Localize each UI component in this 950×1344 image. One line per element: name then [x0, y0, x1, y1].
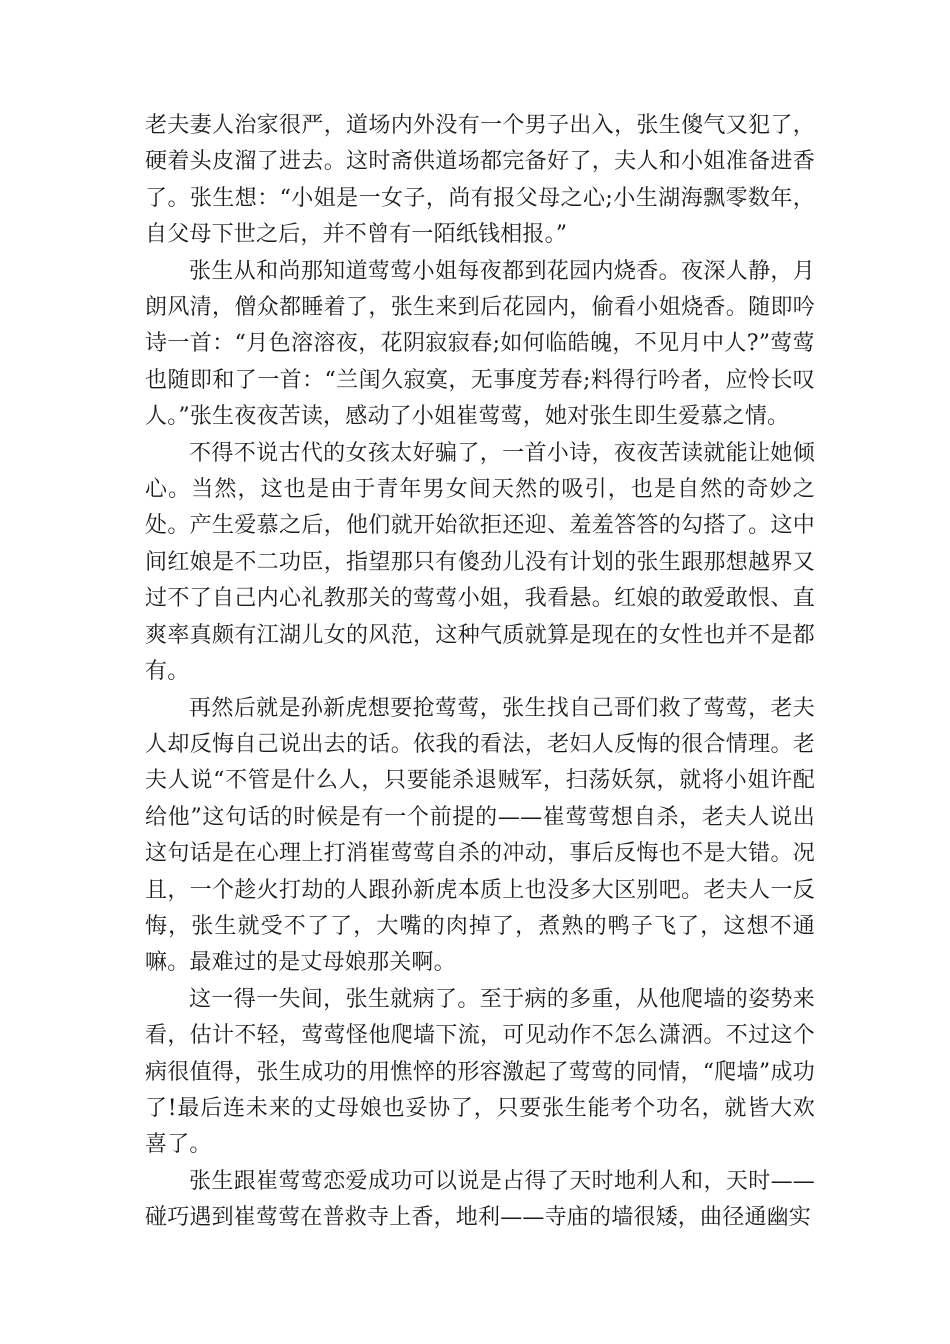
paragraph-6: 张生跟崔莺莺恋爱成功可以说是占得了天时地利人和，天时——碰巧遇到崔莺莺在普救寺上香，地利——寺庙的墙很矮，曲径通幽实: [145, 1168, 815, 1231]
paragraph-3: 不得不说古代的女孩太好骗了，一首小诗，夜夜苦读就能让她倾心。当然，这也是由于青年男女间天然的吸引，也是自然的奇妙之处。产生爱慕之后，他们就开始欲拒还迎、羞羞答答的勾搭了。这中间红娘是不二功臣，指望那只有傻劲儿没有计划的张生跟那想越界又过不了自己内心礼教那关的莺莺小姐，我看悬。红娘的敢爱敢恨、直爽率真颇有江湖儿女的风范，这种气质就算是现在的女性也并不是都有。: [145, 440, 815, 685]
document-page: [145, 108, 815, 1237]
paragraph-5: 这一得一失间，张生就病了。至于病的多重，从他爬墙的姿势来看，估计不轻，莺莺怪他爬墙下流，可见动作不怎么潇洒。不过这个病很值得，张生成功的用憔悴的形容激起了莺莺的同情，“爬墙”成功了!最后连未来的丈母娘也妥协了，只要张生能考个功名，就皆大欢喜了。: [145, 986, 815, 1158]
paragraph-1: 老夫妻人治家很严，道场内外没有一个男子出入，张生傻气又犯了，硬着头皮溜了进去。这时斋供道场都完备好了，夫人和小姐准备进香了。张生想：“小姐是一女子，尚有报父母之心;小生湖海飘零数年，自父母下世之后，并不曾有一陌纸钱相报。”: [145, 113, 815, 248]
paragraph-4: 再然后就是孙新虎想要抢莺莺，张生找自己哥们救了莺莺，老夫人却反悔自己说出去的话。依我的看法，老妇人反悔的很合情理。老夫人说“不管是什么人，只要能杀退贼军，扫荡妖氛，就将小姐许配给他”这句话的时候是有一个前提的——崔莺莺想自杀，老夫人说出这句话是在心理上打消崔莺莺自杀的冲动，事后反悔也不是大错。况且，一个趁火打劫的人跟孙新虎本质上也没多大区别吧。老夫人一反悔，张生就受不了了，大嘴的肉掉了，煮熟的鸭子飞了，这想不通嘛。最难过的是丈母娘那关啊。: [145, 695, 815, 976]
paragraph-2: 张生从和尚那知道莺莺小姐每夜都到花园内烧香。夜深人静，月朗风清，僧众都睡着了，张生来到后花园内，偷看小姐烧香。随即吟诗一首：“月色溶溶夜，花阴寂寂春;如何临皓魄，不见月中人?”莺莺也随即和了一首：“兰闺久寂寞，无事度芳春;料得行吟者，应怜长叹人。”张生夜夜苦读，感动了小姐崔莺莺，她对张生即生爱慕之情。: [145, 258, 815, 430]
